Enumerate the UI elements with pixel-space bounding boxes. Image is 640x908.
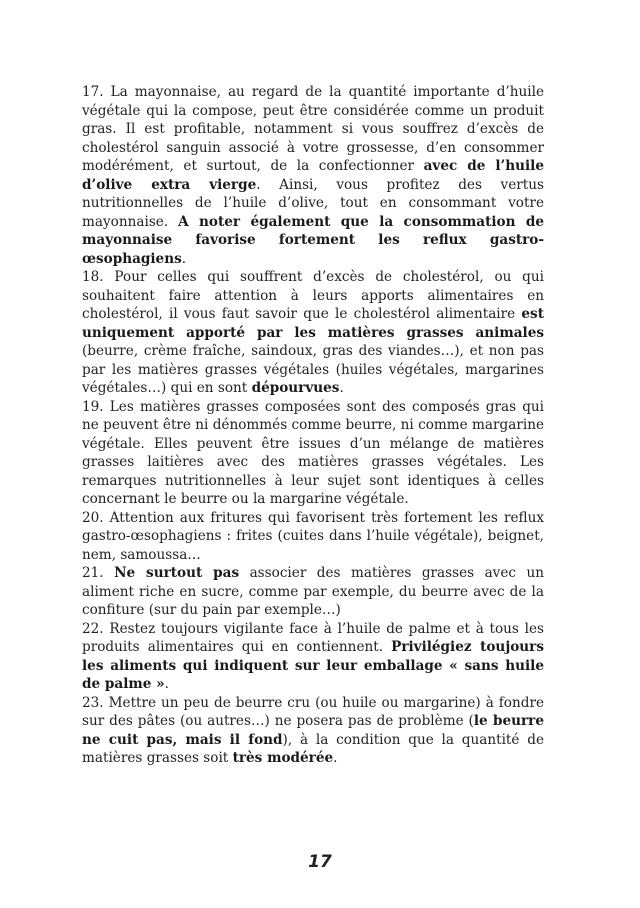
- paragraph-segment: ), à la condition que la quantité de matières grasses soit: [82, 731, 544, 766]
- paragraph-segment: associer des matières grasses avec un aliment riche en sucre, comme par exemple, du beurre avec de la confiture (sur du pain par exemple…): [82, 565, 544, 618]
- paragraph-segment-bold: Ne surtout pas: [114, 565, 240, 581]
- paragraph-segment-bold: très modérée: [232, 750, 334, 766]
- paragraph-segment: (beurre, crème fraîche, saindoux, gras des viandes…), et non pas par les matières grasses végétales (huiles végétales, margarines végétales…) qui en sont: [82, 343, 544, 396]
- paragraph-segment: 23. Mettre un peu de beurre cru (ou huile ou margarine) à fondre sur des pâtes (ou autres…) ne posera pas de problème (: [82, 694, 544, 729]
- paragraph-segment-bold: avec de l’huile d’olive extra vierge: [82, 158, 544, 193]
- paragraph-23: [82, 694, 544, 768]
- paragraph-segment: 20. Attention aux fritures qui favorisent très fortement les reflux gastro-œsophagiens : frites (cuites dans l’huile végétale), beignet, nem, samoussa…: [82, 509, 544, 563]
- paragraph-segment: 19. Les matières grasses composées sont des composés gras qui ne peuvent être ni dénommés comme beurre, ni comme margarine végétale. Elles peuvent être issues d’un mélange de matières grasses laitières avec des matières grasses végétales. Les remarques nutritionnelles à leur sujet sont identiques à celles concernant le beurre ou la margarine végétale.: [82, 398, 544, 507]
- paragraph-22: [82, 620, 544, 694]
- page-number: 17: [308, 852, 332, 872]
- paragraph-segment: .: [333, 750, 338, 766]
- paragraph-19: [82, 398, 544, 509]
- paragraph-segment: .: [339, 380, 344, 396]
- paragraph-segment-bold: Privilégiez toujours les aliments qui indiquent sur leur emballage « sans huile de palme »: [82, 639, 545, 692]
- paragraph-17: [82, 83, 544, 268]
- paragraph-segment: 17. La mayonnaise, au regard de la quantité importante d’huile végétale qui la compose, peut être considérée comme un produit gras. Il est profitable, notamment si vous souffrez d’excès de cholestérol sanguin associé à votre grossesse, d’en consommer modérément, et surtout, de la confectionner: [82, 84, 544, 174]
- paragraph-segment: . Ainsi, vous profitez des vertus nutritionnelles de l’huile d’olive, tout en consommant votre mayonnaise.: [82, 176, 544, 230]
- paragraph-segment-bold: A noter également que la consommation de mayonnaise favorise fortement les reflux gastro-œsophagiens: [82, 213, 544, 267]
- paragraph-segment: 22. Restez toujours vigilante face à l’huile de palme et à tous les produits alimentaires qui en contiennent.: [82, 620, 544, 655]
- paragraph-segment-bold: dépourvues: [251, 380, 340, 396]
- paragraph-segment-bold: est uniquement apporté par les matières grasses animales: [82, 306, 544, 341]
- paragraph-segment: 21.: [82, 565, 115, 581]
- paragraph-segment: 18. Pour celles qui souffrent d’excès de cholestérol, ou qui souhaitent faire attention à leurs apports alimentaires en cholestérol, il vous faut savoir que le cholestérol alimentaire: [82, 269, 544, 322]
- paragraph-segment: .: [164, 676, 169, 692]
- paragraph-segment-bold: le beurre ne cuit pas, mais il fond: [82, 713, 544, 748]
- page-body: [82, 83, 544, 768]
- paragraph-20: [82, 509, 544, 565]
- paragraph-segment: .: [181, 250, 187, 267]
- paragraph-18: [82, 268, 544, 398]
- paragraph-21: [82, 564, 544, 620]
